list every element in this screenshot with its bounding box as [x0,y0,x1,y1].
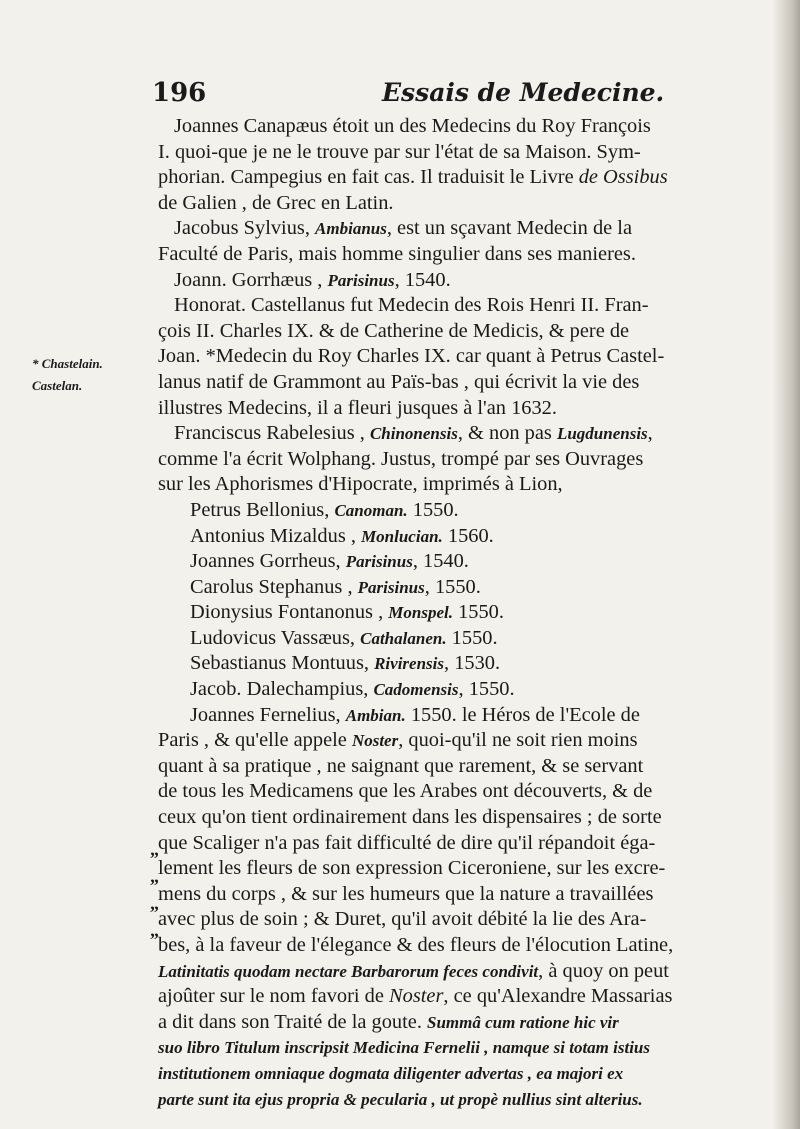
text-line [158,728,770,754]
page-gutter-shadow [772,0,800,1129]
text-span: Sebastianus Montuus, [190,652,375,675]
text-line [158,1061,770,1087]
text-line [158,114,770,140]
text-span: 1550. le Héros de l'Ecole de [405,703,640,726]
text-line [158,1087,770,1113]
margin-note: * Chastelain. [32,356,103,371]
italic-span: Rivirensis [374,654,444,674]
text-line [158,344,770,370]
text-span: Faculté de Paris, mais homme singulier dans ses manieres. [158,242,636,265]
italic-span: Latinitatis quodam nectare Barbarorum feces condivit [158,961,539,981]
text-line [158,600,770,626]
text-line [158,984,770,1010]
italic-span: Chinonensis [369,424,458,444]
text-span: , est un sçavant Medecin de la [386,217,633,240]
italic-span: Parisinus [345,552,413,572]
text-span: phorian. Campegius en fait cas. Il traduisit le Livre [158,166,579,189]
italic-span: Parisinus [357,577,425,597]
text-span: mens du corps , & sur les humeurs que la nature a travaillées [158,882,654,905]
text-line [158,165,770,191]
italic-span: de Ossibus [578,166,668,189]
italic-span: Cadomensis [373,680,459,700]
italic-span: Cathalanen. [360,628,447,648]
text-line [158,703,770,729]
text-span: 1550. [452,601,504,624]
text-span: , 1540. [394,268,451,291]
text-span: , & non pas [457,422,557,445]
text-span: , 1540. [412,550,469,573]
text-span: , [647,422,653,445]
text-span: Jacob. Dalechampius, [190,678,374,701]
text-line [158,626,770,652]
text-span: illustres Medecins, il a fleuri jusques à l'an 1632. [158,396,557,419]
page-header [152,78,762,118]
text-line [158,677,770,703]
italic-span: parte sunt ita ejus propria & pecularia , ut propè nullius sint alterius. [158,1089,643,1109]
text-line [158,1010,770,1036]
italic-span: Canoman. [334,500,408,520]
text-line [158,805,770,831]
text-span: , 1550. [424,575,481,598]
text-span: 1550. [446,626,498,649]
text-line [158,242,770,268]
text-line [158,882,770,908]
italic-span: Monlucian. [361,526,443,546]
text-span: , à quoy on peut [538,959,669,982]
text-line [158,959,770,985]
text-span: comme l'a écrit Wolphang. Justus, trompé par ses Ouvrages [158,447,644,470]
quote-mark: „ [150,893,159,913]
italic-span: Lugdunensis [556,424,648,444]
margin-note: Castelan. [32,378,83,393]
text-span: avec plus de soin ; & Duret, qu'il avoit débité la lie des Ara- [158,908,647,931]
margin-notes [32,353,103,397]
text-span: Carolus Stephanus , [190,575,358,598]
text-line [158,651,770,677]
text-span: , 1550. [458,678,515,701]
text-span: Joannes Gorrheus, [190,550,346,573]
text-span: Joann. Gorrhæus , [174,268,328,291]
quote-mark: „ [150,839,159,859]
italic-span: Parisinus [327,270,395,290]
text-span: de Galien , de Grec en Latin. [158,191,394,214]
text-span: lement les fleurs de son expression Ciceroniene, sur les excre- [158,857,666,880]
italic-span: Ambian. [345,705,406,725]
running-title: Essais de Medecine. [382,78,665,107]
text-span: Franciscus Rabelesius , [174,422,370,445]
text-line [158,831,770,857]
text-span: Joan. *Medecin du Roy Charles IX. car quant à Petrus Castel- [158,345,665,368]
text-span: Joannes Fernelius, [190,703,346,726]
text-line [158,216,770,242]
text-span: bes, à la faveur de l'élegance & des fleurs de l'élocution Latine, [158,934,674,956]
quote-mark: „ [150,866,159,886]
text-span: çois II. Charles IX. & de Catherine de Medicis, & pere de [158,319,630,342]
text-span: que Scaliger n'a pas fait difficulté de dire qu'il répandoit éga- [158,831,656,854]
quote-mark: „ [150,920,159,940]
text-span: I. quoi-que je ne le trouve par sur l'état de sa Maison. Sym- [158,140,641,163]
text-span: Antonius Mizaldus , [190,524,362,547]
text-line [158,779,770,805]
italic-span: Summâ cum ratione hic vir [427,1012,619,1032]
text-line [158,933,770,959]
text-line [158,498,770,524]
italic-span: Noster [389,985,444,1008]
italic-span: Noster [351,731,399,751]
italic-span: institutionem omniaque dogmata diligenter advertas , ea majori ex [158,1063,624,1083]
text-span: Paris , & qu'elle appele [158,729,352,752]
text-span: 1550. [407,498,459,521]
text-span: ajoûter sur le nom favori de [158,985,390,1008]
text-span: Honorat. Castellanus fut Medecin des Rois Henri II. Fran- [174,294,649,317]
text-line [158,370,770,396]
text-line [158,1035,770,1061]
text-line [158,575,770,601]
text-span: Joannes Canapæus étoit un des Medecins du Roy François [174,115,651,137]
text-span: , 1530. [444,652,501,675]
text-span: quant à sa pratique , ne saignant que rarement, & se servant [158,754,644,777]
page-number: 196 [152,78,207,108]
text-span: 1560. [442,524,494,547]
italic-span: Monspel. [388,603,453,623]
text-span: Jacobus Sylvius, [174,217,316,240]
text-span: sur les Aphorismes d'Hipocrate, imprimés à Lion, [158,473,563,496]
text-span: a dit dans son Traité de la goute. [158,1010,428,1033]
text-span: Dionysius Fontanonus , [190,601,389,624]
text-line [158,140,770,166]
text-line [158,856,770,882]
text-line [158,907,770,933]
text-line [158,524,770,550]
text-line [158,293,770,319]
text-span: Ludovicus Vassæus, [190,626,361,649]
text-line [158,447,770,473]
text-span: lanus natif de Grammont au Païs-bas , qui écrivit la vie des [158,370,640,393]
text-line [158,396,770,422]
text-line [158,191,770,217]
body-text [158,114,770,1112]
text-span: , quoi-qu'il ne soit rien moins [398,729,638,752]
text-line [158,754,770,780]
italic-span: Ambianus [315,219,387,239]
italic-span: suo libro Titulum inscripsit Medicina Fernelii , namque si totam istius [158,1038,650,1058]
text-span: Petrus Bellonius, [190,498,335,521]
text-line [158,319,770,345]
text-line [158,421,770,447]
text-span: , ce qu'Alexandre Massarias [443,985,673,1008]
text-span: de tous les Medicamens que les Arabes ont découverts, & de [158,780,653,803]
text-span: ceux qu'on tient ordinairement dans les dispensaires ; de sorte [158,806,662,829]
text-line [158,549,770,575]
text-line [158,268,770,294]
text-line [158,472,770,498]
